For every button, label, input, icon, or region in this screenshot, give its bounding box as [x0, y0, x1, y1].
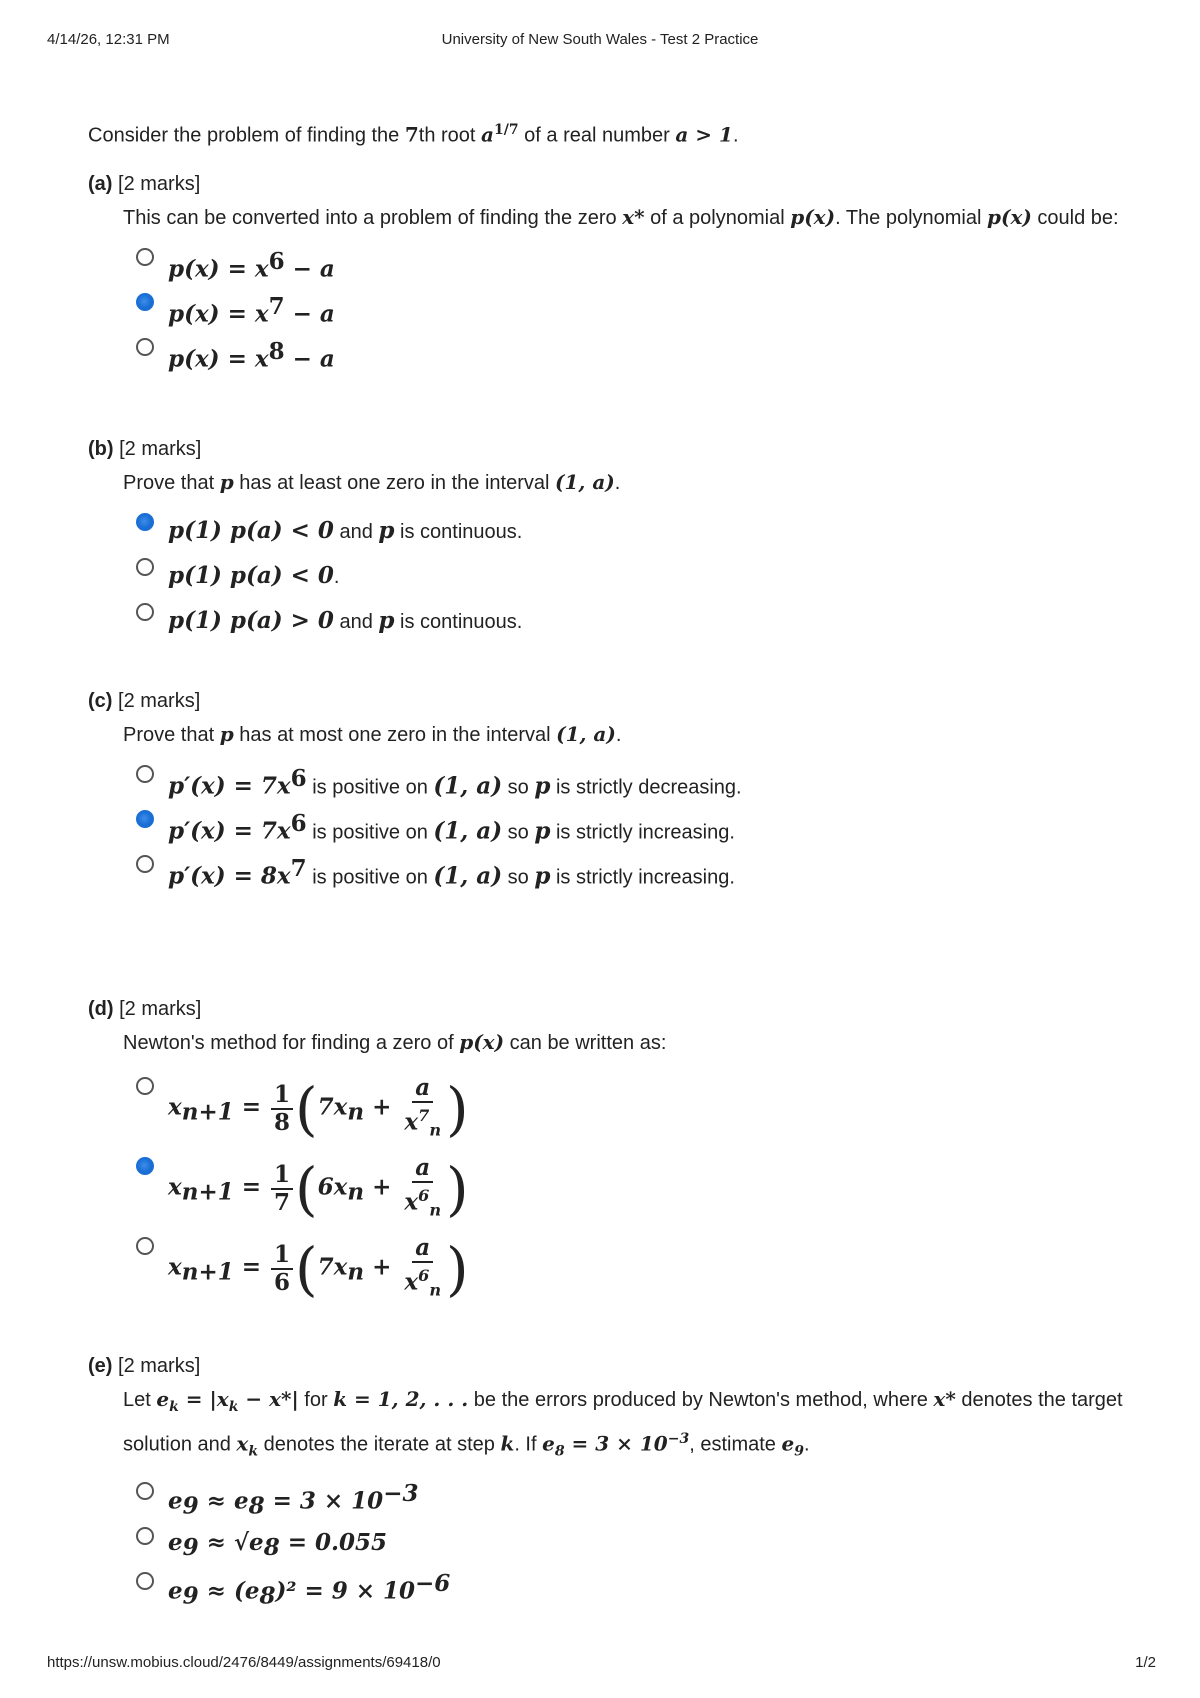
part-a-heading: (a) [2 marks]: [88, 173, 201, 195]
part-c-prompt: Prove that p has at most one zero in the interval (1, a).: [123, 722, 622, 746]
part-e-prompt: Let $e_k = |x_k - x*|$ for k = 1, 2, . . . be the errors produced by Newton's method, where x* denotes the target solution and $x_k$ denotes the iterate at step k. If $e_8 = 3 \times 10^{-3}$, estimate $e_9$.: [123, 1387, 1123, 1460]
page-url: https://unsw.mobius.cloud/2476/8449/assignments/69418/0: [47, 1654, 441, 1671]
radio-button[interactable]: [136, 338, 154, 356]
radio-button[interactable]: [136, 603, 154, 621]
radio-button[interactable]: [136, 558, 154, 576]
part-c-options: [136, 761, 1133, 896]
page-title: University of New South Wales - Test 2 Practice: [441, 31, 759, 48]
part-a-options: [136, 244, 1133, 379]
radio-button[interactable]: [136, 765, 154, 783]
part-c-option-3[interactable]: $p'(x) = 8x^7$ is positive on (1, a) so p is strictly increasing.: [136, 851, 1133, 896]
radio-button-selected[interactable]: [136, 293, 154, 311]
part-d-options: [136, 1069, 1133, 1309]
part-a-option-3[interactable]: $p(x) = x^8 - a$: [136, 334, 1133, 379]
page-number: 1/2: [1135, 1654, 1156, 1671]
question-part-c: [88, 687, 1133, 896]
radio-button[interactable]: [136, 1572, 154, 1590]
part-d-option-1[interactable]: $x_{n+1}$ = $\frac{1}{8}$ ($7x_n$ + $\frac{a}{x^7_n}$ ): [136, 1069, 1133, 1149]
part-d-heading: (d) [2 marks]: [88, 998, 202, 1020]
radio-button[interactable]: [136, 1077, 154, 1095]
part-c-option-2[interactable]: $p'(x) = 7x^6$ is positive on (1, a) so p is strictly increasing.: [136, 806, 1133, 851]
part-a-prompt: This can be converted into a problem of finding the zero x* of a polynomial p(x). The polynomial p(x) could be:: [123, 205, 1119, 229]
radio-button[interactable]: [136, 248, 154, 266]
part-e-heading: (e) [2 marks]: [88, 1355, 201, 1377]
part-e-options: [136, 1478, 1133, 1613]
radio-button[interactable]: [136, 1527, 154, 1545]
radio-button[interactable]: [136, 1482, 154, 1500]
part-e-option-1[interactable]: $e_9 \approx e_8 = 3 \times 10^{-3}$: [136, 1478, 1133, 1523]
radio-button[interactable]: [136, 855, 154, 873]
part-a-option-1[interactable]: $p(x) = x^6 - a$: [136, 244, 1133, 289]
part-a-option-2[interactable]: $p(x) = x^7 - a$: [136, 289, 1133, 334]
part-b-options: [136, 509, 1133, 644]
question-part-d: [88, 995, 1133, 1309]
question-part-a: [88, 170, 1133, 379]
part-b-prompt: Prove that p has at least one zero in the interval (1, a).: [123, 470, 621, 494]
part-d-option-3[interactable]: $x_{n+1}$ = $\frac{1}{6}$ ($7x_n$ + $\frac{a}{x^6_n}$ ): [136, 1229, 1133, 1309]
part-b-option-2[interactable]: p(1) p(a) < 0.: [136, 554, 1133, 599]
part-b-option-1[interactable]: p(1) p(a) < 0 and p is continuous.: [136, 509, 1133, 554]
question-part-e: [88, 1352, 1133, 1613]
part-c-option-1[interactable]: $p'(x) = 7x^6$ is positive on (1, a) so p is strictly decreasing.: [136, 761, 1133, 806]
radio-button-selected[interactable]: [136, 1157, 154, 1175]
question-part-b: [88, 435, 1133, 644]
part-b-option-3[interactable]: p(1) p(a) > 0 and p is continuous.: [136, 599, 1133, 644]
part-b-heading: (b) [2 marks]: [88, 438, 202, 460]
part-d-option-2[interactable]: $x_{n+1}$ = $\frac{1}{7}$ ($6x_n$ + $\frac{a}{x^6_n}$ ): [136, 1149, 1133, 1229]
radio-button-selected[interactable]: [136, 810, 154, 828]
part-e-option-2[interactable]: $e_9 \approx √e_8 = 0.055$: [136, 1523, 1133, 1568]
radio-button[interactable]: [136, 1237, 154, 1255]
part-d-prompt: Newton's method for finding a zero of p(x) can be written as:: [123, 1030, 667, 1054]
part-c-heading: (c) [2 marks]: [88, 690, 201, 712]
radio-button-selected[interactable]: [136, 513, 154, 531]
part-e-option-3[interactable]: $e_9 \approx (e_8)^2 = 9 \times 10^{-6}$: [136, 1568, 1133, 1613]
print-datetime: 4/14/26, 12:31 PM: [47, 31, 170, 48]
intro-text: Consider the problem of finding the 7th root $a^{1/7}$ of a real number a > 1.: [88, 122, 739, 147]
